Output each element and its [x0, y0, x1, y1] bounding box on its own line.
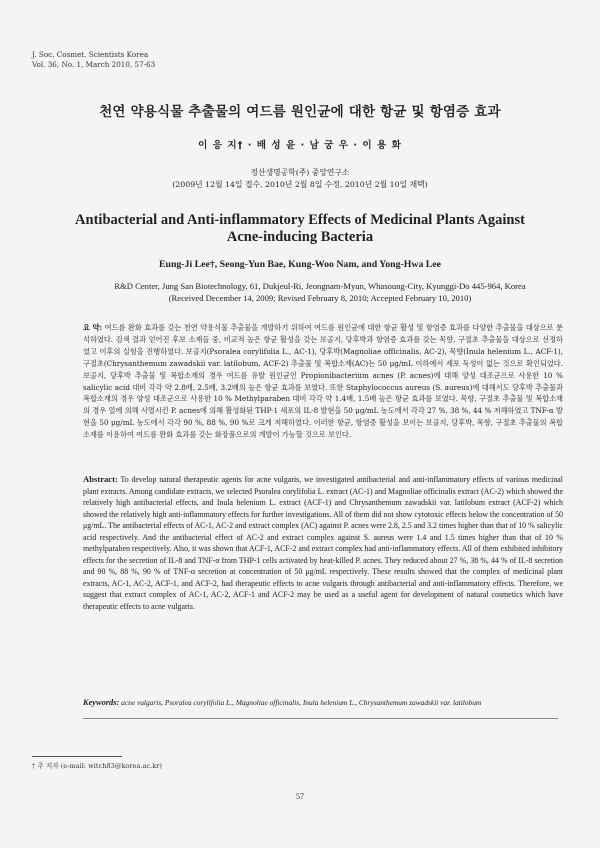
korean-title: 천연 약용식물 추출물의 여드름 원인균에 대한 항균 및 항염증 효과 — [99, 104, 501, 120]
keywords — [83, 698, 563, 708]
korean-abstract — [83, 322, 563, 441]
korean-abstract-label: 요 약: — [83, 323, 103, 332]
keywords-divider — [83, 718, 558, 719]
english-abstract-label: Abstract: — [83, 474, 118, 484]
journal-volume: Vol. 36, No. 1, March 2010, 57-63 — [32, 60, 156, 69]
english-title: Antibacterial and Anti-inflammatory Effects of Medicinal Plants Against Acne-inducing Bacteria — [75, 212, 525, 245]
english-abstract — [83, 474, 563, 612]
korean-dates: (2009년 12월 14일 접수, 2010년 2월 8일 수정, 2010년 2월 10일 채택) — [172, 180, 428, 189]
korean-authors: 이 응 지† · 배 성 윤 · 남 궁 우 · 이 용 화 — [198, 140, 402, 151]
korean-affiliation-block — [0, 167, 600, 191]
page-number: 57 — [296, 792, 304, 801]
footnote-divider — [32, 756, 122, 757]
korean-abstract-text: 여드름 완화 효과를 갖는 천연 약용식물 추출물을 개발하기 위하여 여드름 원인균에 대한 항균 활성 및 항염증 효과를 다양한 추출물을 대상으로 분석하였다. 검색 결과 얻어진 후보 소재들 중, 비교적 높은 항균 활성을 갖는 보골지, 당후박과 항염증 효과를 갖는 목향, 구절초 추출물을 대상으로 선정하였고 이후의 실험을 진행하였다. 보골지(Psoralea corylifolia L., AC-1), 당후박(Magnoliae officinalis, AC-2), 목향(Inula helenium L., ACF-1), 구절초(Chrysanthemum zawadskii var. latilobum, ACF-2) 추출물 및 복합소재(AC)는 50 μg/mL 이하에서 세포 독성이 없는 것으로 확인되었다. 보골지, 당후박 추출물 및 복합소재의 경우 여드름 유발 원인균인 Propionibacterium acnes (P. acnes)에 대해 양성 대조군으로 사용한 10 % salicylic acid 대비 각각 약 2.8배, 2.5배, 3.2배의 높은 항균 효과를 보였다. 또한 Staphylococcus aureus (S. aureus)에 대해서도 당후박 추출물과 복합소재의 경우 양성 대조군으로 사용한 10 % Methylparaben 대비 각각 약 1.4배, 1.5배 높은 항균 효과를 보였다. 목향, 구절초 추출물 및 복합소재의 경우 열에 의해 사멸시킨 P. acnes에 의해 활성화된 THP-1 세포의 IL-8 발현을 50 μg/mL 농도에서 각각 27 %, 38 %, 44 % 저해하였고 TNF-α 발현을 50 μg/mL 농도에서 각각 90 %, 88 %, 90 %로 크게 저해하였다. 이러한 항균, 항염증 활성을 보이는 보골지, 당후박, 목향, 구절초 추출물의 복합 소재를 이용하여 여드름 완화 효과를 갖는 화장품으로의 개발이 가능할 것으로 보인다. — [83, 323, 563, 440]
korean-affiliation: 정산생명공학(주) 중앙연구소 — [250, 168, 350, 177]
journal-name: J. Soc. Cosmet. Scientists Korea — [32, 50, 149, 59]
keywords-label: Keywords: — [83, 698, 120, 707]
english-authors: Eung-Ji Lee†, Seong-Yun Bae, Kung-Woo Nam, and Yong-Hwa Lee — [158, 259, 442, 270]
english-abstract-text: To develop natural therapeutic agents for acne vulgaris, we investigated antibacterial and anti-inflammatory effects of various medicinal plant extracts. Among candidate extracts, we selected Psoralea corylifolia L. extract (AC-1) and Magnoliae officinalis extract (AC-2) which showed the relatively high antibacterial effects, and Inula helenium L. extract (ACF-1) and Chrysanthemum zawadskii var. latilobum extract (ACF-2) which showed the relatively high anti-inflammatory effects for further investigations. All of them did not show cytotoxic effects below the concentration of 50 μg/mL. The antibacterial effects of AC-1, AC-2 and extract complex (AC) against P. acnes were 2.8, 2.5 and 3.2 times higher than that of 10 % salicylic acid respectively. And the antibacterial effect of AC-2 and extract complex against S. aureus were 1.4 and 1.5 times higher than that of 10 % methylparaben respectively. Also, it was shown that ACF-1, ACF-2 and extract complex had anti-inflammatory effects. All of them exhibited inhibitory effects for the secretion of IL-8 and TNF-α from THP-1 cells activated by heat-killed P. acnes. They reduced about 27 %, 38 %, 44 % of IL-8 secretion and 90 %, 88 %, 90 % of TNF-α secretion at concentration of 50 μg/mL respectively. These results showed that the complex of medicinal plant extracts, AC-1, AC-2, ACF-1, and ACF-2, had therapeutic effects to acne vulgaris through antibacterial and anti-inflammatory effects. Therefore, we suggest that extract complex of AC-1, AC-2, ACF-1 and ACF-2 may be used as a useful agent for development of natural cosmetics which have therapeutic effects to acne vulgaris. — [83, 475, 563, 611]
english-dates: (Received December 14, 2009; Revised February 8, 2010; Accepted February 10, 2010) — [168, 293, 472, 303]
journal-header — [32, 50, 155, 70]
english-affiliation-block — [60, 280, 580, 304]
footnote: † 주 저자 (e-mail: witch83@korea.ac.kr) — [32, 762, 162, 770]
english-affiliation: R&D Center, Jung San Biotechnology, 61, Dukjeul-Ri, Jeongnam-Myun, Whasoung-City, Kyunggi-Do 445-964, Korea — [114, 281, 526, 291]
keywords-text: acne vulgaris, Psoralea corylifolia L., Magnoliae officinalis, Inula helenium L., Chrysanthemum zawadskii var. latilobum — [121, 698, 482, 707]
